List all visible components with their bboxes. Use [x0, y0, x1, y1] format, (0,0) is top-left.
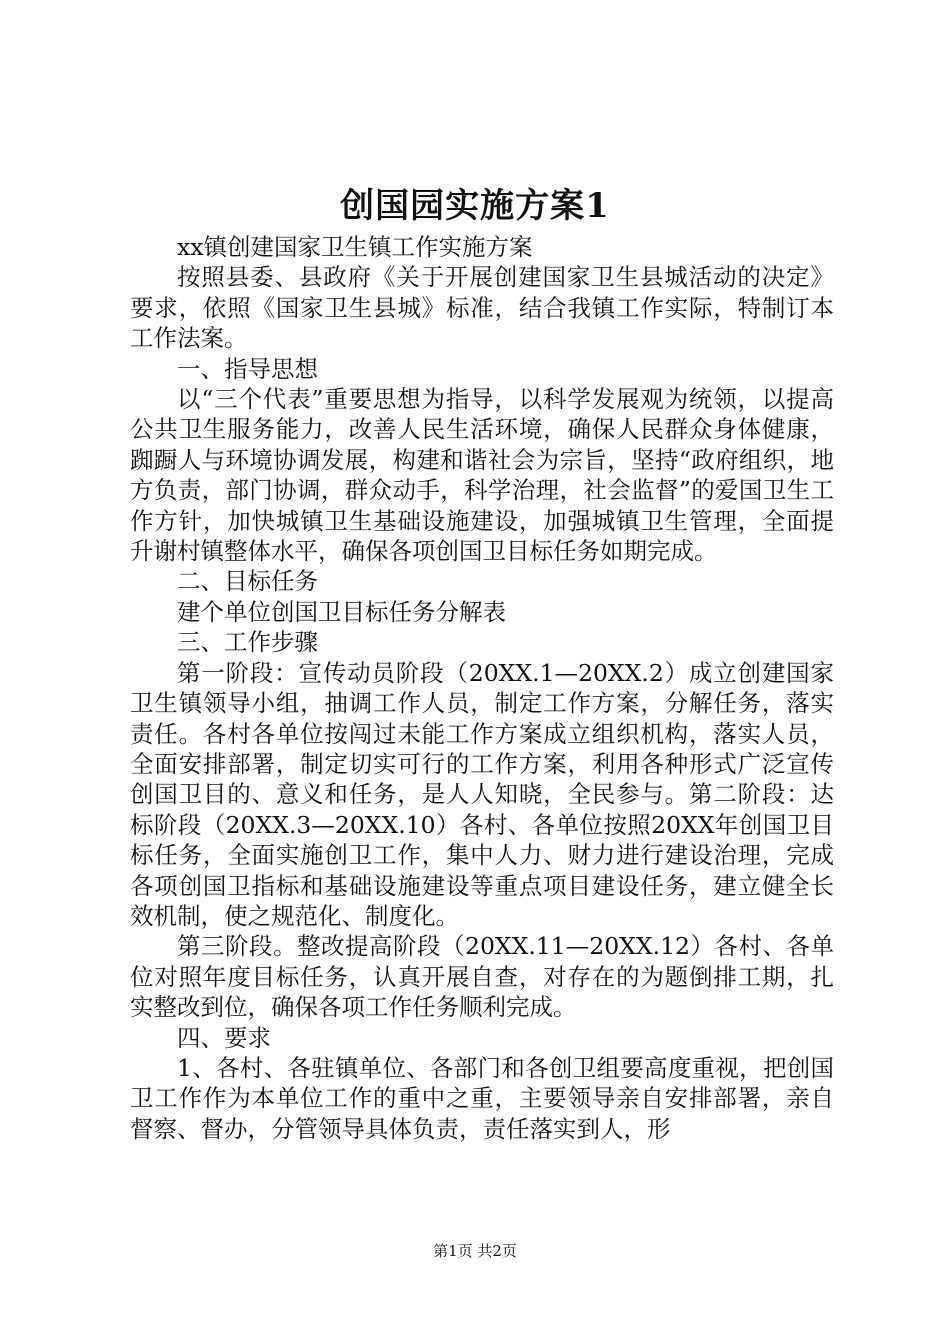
heading-guiding-thought: 一、指导思想 [177, 354, 318, 383]
paragraph-targets: 建个单位创国卫目标任务分解表 [177, 597, 506, 626]
document-body [130, 232, 834, 1144]
paragraph-intro: 按照县委、县政府《关于开展创建国家卫生县城活动的决定》要求，依照《国家卫生县城》标准，结合我镇工作实际，特制订本工作法案。 [130, 263, 834, 353]
page-footer: 第1页 共2页 [433, 1242, 517, 1260]
paragraph-stage-three: 第三阶段。整改提高阶段（20XX.11—20XX.12）各村、各单位对照年度目标任务，认真开展自查，对存在的为题倒排工期，扎实整改到位，确保各项工作任务顺利完成。 [130, 932, 834, 1022]
heading-targets: 二、目标任务 [177, 567, 318, 596]
paragraph-stage-one-two: 第一阶段：宣传动员阶段（20XX.1—20XX.2）成立创建国家卫生镇领导小组，抽调工作人员，制定工作方案，分解任务，落实责任。各村各单位按闯过未能工作方案成立组织机构，落实人员，全面安排部署，制定切实可行的工作方案，利用各种形式广泛宣传创国卫目的、意义和任务，是人人知晓，全民参与。第二阶段：达标阶段（20XX.3—20XX.10）各村、各单位按照20XX年创国卫目标任务，全面实施创卫工作，集中人力、财力进行建设治理，完成各项创国卫指标和基础设施建设等重点项目建设任务，建立健全长效机制，使之规范化、制度化。 [130, 658, 834, 930]
document-title: 创国园实施方案1 [340, 186, 610, 226]
paragraph-plan-name: xx镇创建国家卫生镇工作实施方案 [177, 233, 533, 261]
heading-work-steps: 三、工作步骤 [177, 628, 318, 657]
paragraph-requirement-1: 1、各村、各驻镇单位、各部门和各创卫组要高度重视，把创国卫工作作为本单位工作的重中之重，主要领导亲自安排部署，亲自督察、督办，分管领导具体负责，责任落实到人，形 [130, 1053, 834, 1143]
heading-requirements: 四、要求 [177, 1023, 271, 1052]
paragraph-guiding-thought: 以“三个代表”重要思想为指导，以科学发展观为统领，以提高公共卫生服务能力，改善人民生活环境，确保人民群众身体健康，踟蹰人与环境协调发展，构建和谐社会为宗旨，坚持“政府组织，地方负责，部门协调，群众动手，科学治理，社会监督”的爱国卫生工作方针，加快城镇卫生基础设施建设，加强城镇卫生管理，全面提升谢村镇整体水平，确保各项创国卫目标任务如期完成。 [130, 385, 834, 566]
